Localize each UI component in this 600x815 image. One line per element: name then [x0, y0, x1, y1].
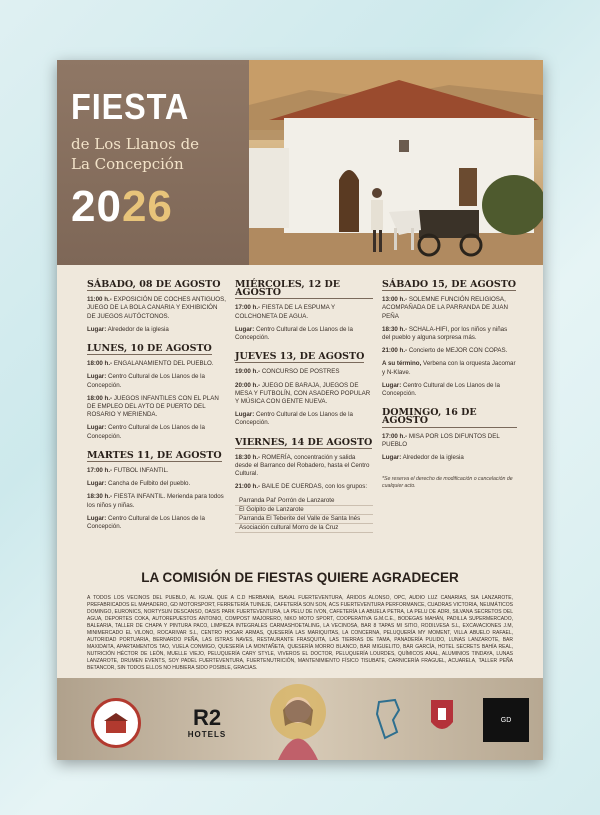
title-subtitle [71, 134, 199, 174]
event-time: 18:30 h.- [235, 453, 261, 461]
event-time: Lugar: [382, 454, 402, 462]
thanks-title: LA COMISIÓN DE FIESTAS QUIERE AGRADECER [141, 570, 459, 585]
event-text: Centro Cultural de Los Llanos de la Concepción. [382, 381, 500, 398]
header-photo [249, 60, 543, 265]
event [87, 373, 227, 389]
event [382, 382, 517, 398]
ayuntamiento-shield [429, 696, 455, 740]
day-block [382, 409, 517, 462]
cabildo-logo [373, 698, 405, 740]
event-text: FUTBOL INFANTIL. [112, 467, 169, 475]
event [235, 304, 373, 320]
event [382, 454, 517, 462]
sponsor-logo-text: HOTELS [187, 729, 227, 739]
day-block [235, 281, 373, 342]
island-shape-icon [373, 698, 405, 740]
event-time: 13:00 h.- [382, 296, 408, 304]
subtitle-line-2: La Concepción [71, 155, 184, 173]
event-time: 18:00 h.- [87, 360, 113, 368]
virgin-illustration [253, 682, 343, 760]
sponsor-logo-mark: R2 [192, 704, 222, 730]
event-text: Cancha de Fulbito del pueblo. [106, 480, 191, 488]
schedule-column-1 [87, 281, 227, 536]
event-time: Lugar: [235, 411, 255, 419]
event-time: 17:00 h.- [235, 304, 261, 312]
event-time: Lugar: [87, 424, 107, 432]
event-text: Alrededor de la iglesia [106, 325, 169, 333]
schedule-column-2 [235, 281, 373, 533]
event-text: SOLEMNE FUNCIÓN RELIGIOSA, ACOMPAÑADA DE LA PARRANDA DE JUAN PEÑA [382, 296, 508, 320]
event-text: Alrededor de la iglesia [401, 454, 464, 462]
day-heading: MIÉRCOLES, 12 DE AGOSTO [235, 281, 373, 299]
event-text: Verbena con la orquesta Jacomar y N-Klave. [382, 360, 516, 376]
event-time: Lugar: [87, 373, 107, 381]
group-item: Asociación cultural Morro de la Cruz [235, 524, 373, 533]
event-text: FIESTA INFANTIL. Merienda para todos los niños y niñas. [87, 493, 224, 509]
group-item: El Golpito de Lanzarote [235, 506, 373, 515]
schedule-column-3 [382, 281, 517, 490]
event-text: SCHALA-HIFI, por los niños y niñas del pueblo y alguna sorpresa más. [382, 325, 508, 342]
event-time: A su término, [382, 360, 422, 368]
schedule [57, 265, 543, 560]
day-heading: SÁBADO 15, DE AGOSTO [382, 279, 517, 290]
day-block [382, 281, 517, 398]
event [87, 360, 227, 368]
title-block [57, 60, 249, 265]
poster [57, 60, 543, 760]
virgin-image [253, 682, 343, 760]
church-emblem-icon [96, 703, 136, 743]
event-time: 20:00 h.- [235, 381, 261, 389]
event [382, 347, 517, 355]
event [87, 424, 227, 440]
title-fiesta: FIESTA [71, 86, 190, 127]
day-block [235, 353, 373, 427]
event-text: FIESTA DE LA ESPUMA Y COLCHONETA DE AGUA. [235, 304, 336, 320]
year-part-b: 26 [121, 182, 173, 231]
event-time: 17:00 h.- [87, 467, 113, 475]
event [235, 454, 373, 479]
thanks-text: A TODOS LOS VECINOS DEL PUEBLO, AL IGUAL QUE A C.D HERBANIA, ISAVAL FUERTEVENTURA, ÁRIDOS ALONSO, OPC, AUDIO LUZ CANARIAS, SIA LANZAROTE, PREFABRICADOS EL MAHADERO, GD MOTORSPORT, FERRETERÍA TUINEJE, CAFETERÍA SON SON, ACS FUERTEVENTURA PERFORMANCE, CUADRAS VICTORIA, NEUMÁTICOS DOMINGO, EURONICS, NORTYSUN DESCANSO, OASIS PARK FUERTEVENTURA, LA PELU DE IVON, CAFETERÍA LA ABUELA PETRA, LA PELU DE ADRI, SILVANA SECRETOS DEL AGUA, DEPORTES COKA, AUTOREPUESTOS ANTONIO, COMPOST MAJORERO, NIKO MOTO SPORT, COOPERATIVA G.M.C.E., BODEGAS MAHÁN, PADILLA SUPERMERCADO, BALEARIA, TALLER DE CHAPA Y PINTURA PACO, LIMPIEZA INTEGRALES CARMASHOETALING, LA VECINOSA, BAR 8 TAPAS MI SITIO, RODILVESA S.L, EXCAVACIONES J.M, MINIMERCADO EL VILONO, ROCARIVAR S.L, CENTRO HOGAR ARMAS, QUESERÍA LAS MARIQUITAS, LA CONCERNA, PELUQUERÍA MY MOMENT, VILLA ABUELO RAFAEL, AUTORIDAD PORTUARIA, BERNARDO PEÑA, LAS ISTRAS NAVES, RESTAURANTE FRASQUITA, LAS TIERRAS DE TAMA, PANADERÍA PULIDO, LUNAS LANZAROTE, BAR MAXIDAITA, APARTAMENTOS TAO, VUELA CONMIGO, QUESERÍA LA MONTAÑETA, QUESERÍA MORRO BLANCO, BAR MIGUELITO, BAR GARCÍA, HOTEL SECRETS BAHÍA REAL, NUTRICIÓN HÉCTOR DE LEÓN, MUELLE VIEJO, PELUQUERÍA CARY STYLE, VIVEROS EL DOCTOR, PELUQUERÍA LOURDES, QUÍMICOS ANAL, ALUMINIOS TINDAYA, LUNAS LANZAROTE, DRUMEN EVENTS, SOY PADEL FUERTEVENTURA, FUERTENUTRICIÓN, MANTENIMIENTO FÍSICO TISUBATE, CARNICERÍA FRAGUEL, ACUARELA, TALLER PEÑA BETANCOR, SIN TODOS ELLOS NO HUBIERA SIDO POSIBLE, GRACIAS. [87, 595, 513, 671]
event [87, 515, 227, 531]
event-time: 18:00 h.- [87, 394, 113, 402]
gd-logo-text: GD [500, 716, 512, 724]
event-text: CONCURSO DE POSTRES [260, 368, 340, 376]
year-part-a: 20 [71, 182, 122, 231]
event [87, 480, 227, 488]
day-block [87, 345, 227, 441]
event-text: Centro Cultural de Los Llanos de la Concepción. [87, 424, 205, 440]
day-heading: JUEVES 13, DE AGOSTO [235, 351, 365, 363]
event-time: Lugar: [87, 480, 107, 488]
event [235, 326, 373, 342]
r2-hotels-logo [177, 700, 237, 744]
event-time: 17:00 h.- [382, 432, 408, 440]
event-time: 18:30 h.- [87, 493, 113, 501]
event [87, 326, 227, 334]
event [87, 296, 227, 321]
event [382, 360, 517, 376]
event [382, 326, 517, 342]
event-text: Centro Cultural de Los Llanos de la Concepción. [235, 411, 353, 427]
event [382, 296, 517, 321]
event-text: JUEGO DE BARAJA, JUEGOS DE MESA Y FUTBOLÍN, CON ASADERO POPULAR Y MÚSICA CON GENTE NUEVA. [235, 381, 371, 406]
event-time: Lugar: [87, 325, 107, 333]
church-illustration [249, 60, 543, 265]
event [235, 483, 373, 491]
group-item: Parranda Pal' Porrón de Lanzarote [235, 497, 373, 506]
event-text: JUEGOS INFANTILES CON EL PLAN DE EMPLEO DEL AYTO DE PUERTO DEL ROSARIO Y MERIENDA. [87, 394, 219, 419]
day-block [87, 281, 227, 334]
shield-icon [429, 696, 455, 740]
day-heading: LUNES, 10 DE AGOSTO [87, 343, 212, 355]
event-time: Lugar: [235, 325, 255, 333]
comision-logo [91, 698, 141, 748]
event-text: BAILE DE CUERDAS, con los grupos: [260, 483, 368, 491]
event-time: 18:30 h.- [382, 325, 408, 333]
event-text: Centro Cultural de Los Llanos de la Concepción. [87, 373, 205, 389]
event [235, 382, 373, 407]
event-text: EXPOSICIÓN DE COCHES ANTIGUOS, JUEGO DE LA BOLA CANARIA Y EXHIBICIÓN DE JUEGOS AUTÓCTONOS. [87, 296, 226, 320]
subtitle-line-1: de Los Llanos de [71, 135, 200, 153]
event-text: Centro Cultural de Los Llanos de la Concepción. [235, 325, 353, 342]
event-time: 11:00 h.- [87, 296, 112, 304]
event-text: ENGALANAMIENTO DEL PUEBLO. [112, 360, 214, 368]
day-heading: SÁBADO, 08 DE AGOSTO [87, 279, 221, 290]
day-heading: MARTES 11, DE AGOSTO [87, 449, 222, 461]
event [235, 411, 373, 427]
group-item: Parranda El Teberite del Valle de Santa Inés [235, 515, 373, 524]
day-heading: DOMINGO, 16 DE AGOSTO [382, 409, 517, 427]
event-text: ROMERÍA, concentración y salida desde el Barranco del Robadero, hasta el Centro Cultural. [235, 453, 370, 478]
poster-header [57, 60, 543, 265]
event-text: Centro Cultural de Los Llanos de la Concepción. [87, 514, 205, 531]
title-year [71, 182, 173, 232]
event-text: MISA POR LOS DIFUNTOS DEL PUEBLO [382, 432, 500, 448]
event [87, 493, 227, 509]
event-text: Concierto de MEJOR CON COPAS. [407, 347, 508, 355]
day-block [235, 436, 373, 534]
day-block [87, 449, 227, 531]
event [87, 467, 227, 475]
event [87, 395, 227, 420]
event-time: 21:00 h.- [382, 347, 408, 355]
event-time: 21:00 h.- [235, 483, 261, 491]
event [382, 433, 517, 449]
event-time: 19:00 h.- [235, 368, 261, 376]
sponsor-footer [57, 678, 543, 760]
day-heading: VIERNES, 14 DE AGOSTO [235, 436, 373, 448]
gd-motorsport-logo [483, 698, 529, 742]
event-time: Lugar: [87, 514, 107, 522]
event-time: Lugar: [382, 381, 402, 389]
event [235, 368, 373, 376]
disclaimer-note: *Se reserva el derecho de modificación o cancelación de cualquier acto. [382, 476, 513, 490]
